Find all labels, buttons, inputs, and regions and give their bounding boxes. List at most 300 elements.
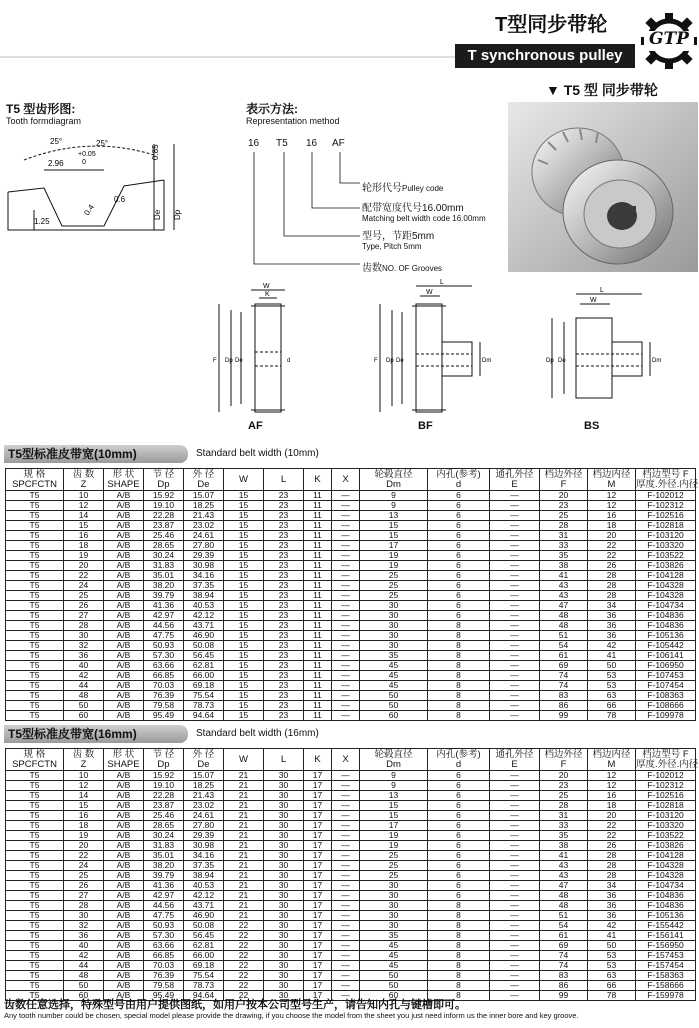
column-header-secondary: 厚度.外径.内径: [636, 478, 699, 490]
table-cell: F-104836: [636, 901, 696, 911]
table-cell: F-107454: [636, 681, 696, 691]
table-cell: —: [490, 871, 540, 881]
table-cell: A/B: [104, 671, 144, 681]
column-header-secondary: SPCFCTN: [12, 758, 57, 770]
table-row: [6, 781, 696, 791]
table-cell: —: [332, 941, 360, 951]
table-cell: T5: [6, 981, 64, 991]
tooth-form-diagram: [4, 130, 194, 248]
table-row: [6, 711, 696, 721]
table-cell: 30: [264, 851, 304, 861]
table-cell: 38.94: [184, 591, 224, 601]
table-cell: 30: [264, 981, 304, 991]
table-cell: 17: [304, 821, 332, 831]
type-label-bs: BS: [584, 420, 600, 432]
table-cell: 8: [428, 711, 490, 721]
table-cell: 86: [540, 701, 588, 711]
table-cell: 53: [588, 681, 636, 691]
table-cell: —: [332, 521, 360, 531]
table-cell: 23: [264, 711, 304, 721]
table-cell: 28.65: [144, 541, 184, 551]
column-header-primary: 通孔外径: [495, 748, 534, 760]
table-cell: —: [490, 691, 540, 701]
table-cell: —: [490, 911, 540, 921]
table-cell: 23: [264, 661, 304, 671]
table-cell: 6: [428, 881, 490, 891]
table-row: [6, 571, 696, 581]
column-header: [6, 749, 64, 771]
column-header-primary: 外 径: [192, 748, 215, 760]
table-cell: 17: [304, 891, 332, 901]
table-cell: 26: [64, 601, 104, 611]
table-cell: T5: [6, 801, 64, 811]
table-cell: 22: [224, 981, 264, 991]
table-cell: 23: [264, 681, 304, 691]
table-cell: 15: [64, 521, 104, 531]
table-cell: 57.30: [144, 931, 184, 941]
table-cell: 41: [540, 571, 588, 581]
table-cell: 38.94: [184, 871, 224, 881]
table-cell: 54: [540, 641, 588, 651]
table-cell: 17: [304, 911, 332, 921]
table-header: [6, 749, 696, 771]
table-cell: —: [490, 591, 540, 601]
table-cell: A/B: [104, 621, 144, 631]
table-cell: 24: [64, 581, 104, 591]
table-cell: 53: [588, 951, 636, 961]
page-title-cn: T型同步带轮: [495, 14, 608, 36]
table-row: [6, 521, 696, 531]
table-cell: —: [490, 631, 540, 641]
table-cell: 18: [64, 821, 104, 831]
tooth-diagram-subtitle: Tooth formdiagram: [6, 116, 82, 126]
table-cell: F-109978: [636, 711, 696, 721]
table-cell: 40.53: [184, 601, 224, 611]
table-cell: —: [332, 601, 360, 611]
table-cell: 9: [360, 491, 428, 501]
dim-25b: 25°: [96, 139, 109, 148]
table-cell: —: [332, 611, 360, 621]
table-cell: 41.36: [144, 601, 184, 611]
table-cell: 8: [428, 961, 490, 971]
table-cell: 22: [64, 851, 104, 861]
column-header: [540, 749, 588, 771]
table-cell: 11: [304, 701, 332, 711]
spec-table-10mm: [5, 468, 699, 721]
table-cell: A/B: [104, 491, 144, 501]
table-cell: 22.28: [144, 791, 184, 801]
table-cell: —: [332, 501, 360, 511]
table-cell: A/B: [104, 581, 144, 591]
rep-label-cn: 齿数: [362, 263, 382, 274]
table-cell: 8: [428, 671, 490, 681]
table-cell: A/B: [104, 601, 144, 611]
column-header-secondary: F: [560, 478, 567, 490]
mark-k: K: [265, 291, 270, 298]
table-cell: 15: [224, 661, 264, 671]
table-cell: 56.45: [184, 931, 224, 941]
table-cell: 45: [360, 941, 428, 951]
table-cell: T5: [6, 781, 64, 791]
table-cell: 50: [360, 971, 428, 981]
table-cell: 9: [360, 501, 428, 511]
table-cell: F-104328: [636, 861, 696, 871]
column-header: [184, 469, 224, 491]
table-row: [6, 841, 696, 851]
table-cell: 17: [304, 841, 332, 851]
table-cell: 17: [304, 801, 332, 811]
table-cell: 8: [428, 941, 490, 951]
table-cell: 8: [428, 911, 490, 921]
column-header-primary: K: [314, 473, 321, 485]
table-cell: 42: [64, 671, 104, 681]
table-cell: 41.36: [144, 881, 184, 891]
table-cell: F-103120: [636, 811, 696, 821]
table-cell: T5: [6, 831, 64, 841]
table-cell: 35: [540, 831, 588, 841]
table-cell: 8: [428, 971, 490, 981]
table-cell: 15: [224, 581, 264, 591]
table-cell: A/B: [104, 891, 144, 901]
table-cell: —: [332, 921, 360, 931]
table-cell: 30: [64, 631, 104, 641]
table-cell: 25.46: [144, 811, 184, 821]
table-cell: F-104328: [636, 871, 696, 881]
table-cell: 28: [540, 521, 588, 531]
table-cell: 18.25: [184, 781, 224, 791]
table-cell: 22: [588, 551, 636, 561]
table-cell: 6: [428, 501, 490, 511]
table-cell: A/B: [104, 901, 144, 911]
table-cell: A/B: [104, 831, 144, 841]
table-cell: 26: [588, 561, 636, 571]
mark-f: F: [374, 358, 378, 364]
table-cell: 25: [360, 861, 428, 871]
table-cell: 45: [360, 681, 428, 691]
table-cell: 57.30: [144, 651, 184, 661]
column-header-primary: 外 径: [192, 468, 215, 480]
table-row: [6, 961, 696, 971]
column-header-secondary: Z: [80, 758, 87, 770]
table-cell: 50.93: [144, 641, 184, 651]
table-row: [6, 661, 696, 671]
table-cell: F-102516: [636, 511, 696, 521]
table-cell: T5: [6, 621, 64, 631]
table-cell: 11: [304, 631, 332, 641]
table-row: [6, 621, 696, 631]
table-cell: 16: [64, 811, 104, 821]
dim-296: 2.96: [48, 159, 64, 168]
table-cell: —: [332, 991, 360, 1001]
table-row: [6, 581, 696, 591]
table-cell: —: [332, 811, 360, 821]
table-cell: 17: [304, 781, 332, 791]
table-cell: 6: [428, 811, 490, 821]
table-cell: 38.20: [144, 581, 184, 591]
spec-table-16mm: [5, 748, 699, 1001]
table-cell: 25: [64, 871, 104, 881]
table-cell: 15: [224, 611, 264, 621]
table-cell: 22: [588, 821, 636, 831]
table-cell: 29.39: [184, 551, 224, 561]
table-cell: A/B: [104, 551, 144, 561]
table-cell: 22: [224, 941, 264, 951]
table-cell: 25: [540, 511, 588, 521]
column-header: [184, 749, 224, 771]
table-cell: 17: [304, 981, 332, 991]
table-cell: 19.10: [144, 781, 184, 791]
table-cell: 21: [224, 861, 264, 871]
column-header: [144, 749, 184, 771]
table-cell: 8: [428, 931, 490, 941]
table-cell: 30: [264, 951, 304, 961]
table-cell: 15: [224, 571, 264, 581]
table-cell: 11: [304, 581, 332, 591]
table-cell: 69: [540, 661, 588, 671]
column-header-primary: 档边外径: [544, 748, 583, 760]
column-header-secondary: 厚度.外径.内径: [636, 758, 699, 770]
table-cell: 47: [540, 601, 588, 611]
table-cell: T5: [6, 881, 64, 891]
table-cell: 34.16: [184, 571, 224, 581]
table-cell: —: [490, 891, 540, 901]
table-cell: —: [490, 601, 540, 611]
table-cell: —: [332, 821, 360, 831]
table-cell: A/B: [104, 771, 144, 781]
table-cell: 46.90: [184, 911, 224, 921]
table-cell: 43.71: [184, 901, 224, 911]
table-cell: F-105136: [636, 911, 696, 921]
table-cell: 22.28: [144, 511, 184, 521]
table-header: [6, 469, 696, 491]
table-cell: 42.12: [184, 891, 224, 901]
table-cell: 40: [64, 661, 104, 671]
table-cell: A/B: [104, 651, 144, 661]
table-cell: A/B: [104, 501, 144, 511]
column-header-primary: 轮毂直径: [374, 468, 413, 480]
table-cell: 11: [304, 691, 332, 701]
table-cell: T5: [6, 911, 64, 921]
table-cell: F-102012: [636, 771, 696, 781]
table-cell: —: [490, 961, 540, 971]
table-cell: —: [490, 651, 540, 661]
table-cell: 15: [224, 521, 264, 531]
table-cell: 43: [540, 861, 588, 871]
table-cell: 17: [304, 861, 332, 871]
table-cell: F-106141: [636, 651, 696, 661]
table-cell: —: [332, 631, 360, 641]
table-cell: —: [490, 841, 540, 851]
table-cell: T5: [6, 991, 64, 1001]
table-cell: 15.92: [144, 491, 184, 501]
table-row: [6, 891, 696, 901]
table-cell: —: [332, 871, 360, 881]
table-cell: —: [332, 681, 360, 691]
mark-w: W: [426, 289, 433, 296]
table-cell: F-103120: [636, 531, 696, 541]
table-cell: 15: [224, 641, 264, 651]
table-cell: 66.00: [184, 671, 224, 681]
table-row: [6, 971, 696, 981]
rep-code-type: T5: [276, 138, 288, 149]
table-cell: 15: [224, 591, 264, 601]
table-cell: 79.58: [144, 701, 184, 711]
table-cell: —: [332, 621, 360, 631]
table-cell: 23: [264, 671, 304, 681]
table-cell: 38: [540, 841, 588, 851]
table-cell: 50: [588, 941, 636, 951]
table-row: [6, 551, 696, 561]
type-bs-drawing: [540, 280, 670, 420]
table-cell: T5: [6, 791, 64, 801]
table-cell: A/B: [104, 701, 144, 711]
table-cell: 36: [588, 901, 636, 911]
column-header: [490, 469, 540, 491]
table-row: [6, 801, 696, 811]
table-cell: —: [332, 981, 360, 991]
table-cell: —: [490, 491, 540, 501]
table-cell: 32: [64, 921, 104, 931]
table-cell: 21: [224, 871, 264, 881]
table-cell: A/B: [104, 911, 144, 921]
table-row: [6, 491, 696, 501]
table-cell: 66.85: [144, 951, 184, 961]
table-cell: 86: [540, 981, 588, 991]
mark-dp: Dp: [225, 358, 233, 364]
table-cell: —: [490, 541, 540, 551]
table-cell: 10: [64, 771, 104, 781]
table-cell: 70.03: [144, 681, 184, 691]
table-cell: 8: [428, 621, 490, 631]
table-cell: F-103826: [636, 561, 696, 571]
column-header-secondary: Dm: [386, 758, 401, 770]
table-cell: F-102818: [636, 801, 696, 811]
table-cell: 48: [540, 621, 588, 631]
table-cell: 8: [428, 951, 490, 961]
table-row: [6, 921, 696, 931]
table-cell: 6: [428, 551, 490, 561]
table-row: [6, 691, 696, 701]
table-cell: 42.12: [184, 611, 224, 621]
table-cell: A/B: [104, 851, 144, 861]
table-cell: —: [490, 981, 540, 991]
table-cell: 37.35: [184, 861, 224, 871]
table-cell: 21: [224, 831, 264, 841]
table-row: [6, 901, 696, 911]
table-cell: 18: [588, 801, 636, 811]
dim-085: 0.85: [151, 144, 160, 160]
table-cell: A/B: [104, 781, 144, 791]
table-cell: 17: [304, 871, 332, 881]
table-cell: T5: [6, 581, 64, 591]
table-cell: 48: [540, 901, 588, 911]
table-cell: 6: [428, 871, 490, 881]
column-header: [360, 469, 428, 491]
column-header-secondary: SHAPE: [107, 758, 140, 770]
table-cell: T5: [6, 561, 64, 571]
table-cell: 53: [588, 671, 636, 681]
table-cell: 50.93: [144, 921, 184, 931]
column-header: [588, 749, 636, 771]
table-row: [6, 591, 696, 601]
table-cell: 36: [588, 891, 636, 901]
table-cell: T5: [6, 641, 64, 651]
table-cell: T5: [6, 931, 64, 941]
table-cell: 38.20: [144, 861, 184, 871]
table-cell: 40: [64, 941, 104, 951]
table-cell: 11: [304, 571, 332, 581]
table-cell: 15.07: [184, 771, 224, 781]
table-cell: 20: [588, 811, 636, 821]
table-cell: —: [332, 561, 360, 571]
table-cell: 54: [540, 921, 588, 931]
table-cell: 33: [540, 541, 588, 551]
table-cell: —: [332, 931, 360, 941]
table-cell: 53: [588, 961, 636, 971]
column-header-primary: 轮毂直径: [374, 748, 413, 760]
table-cell: 22: [224, 921, 264, 931]
table-cell: 17: [304, 991, 332, 1001]
table-cell: 30: [264, 791, 304, 801]
column-header-secondary: E: [511, 758, 518, 770]
table-row: [6, 951, 696, 961]
table-cell: A/B: [104, 971, 144, 981]
table-cell: 30: [360, 891, 428, 901]
table-cell: 30: [264, 971, 304, 981]
table-cell: T5: [6, 661, 64, 671]
table-cell: 6: [428, 561, 490, 571]
table-cell: 34.16: [184, 851, 224, 861]
table-cell: 15: [224, 491, 264, 501]
table-cell: 42: [588, 641, 636, 651]
table-cell: 15: [224, 671, 264, 681]
table-cell: 45: [360, 671, 428, 681]
table-cell: A/B: [104, 951, 144, 961]
table-cell: T5: [6, 681, 64, 691]
table-cell: 30: [264, 911, 304, 921]
rep-code-width: 16: [306, 138, 318, 149]
rep-label-width-code: [362, 199, 486, 223]
table-cell: T5: [6, 591, 64, 601]
table-cell: —: [490, 811, 540, 821]
column-header: [224, 469, 264, 491]
table-cell: 17: [304, 961, 332, 971]
table-cell: 36: [588, 631, 636, 641]
table-cell: 13: [360, 511, 428, 521]
table-cell: T5: [6, 701, 64, 711]
table-cell: 30: [360, 601, 428, 611]
table-cell: —: [332, 781, 360, 791]
table-cell: 22: [224, 961, 264, 971]
table-cell: T5: [6, 971, 64, 981]
column-header: [332, 469, 360, 491]
column-header-primary: X: [342, 753, 349, 765]
table-cell: —: [332, 891, 360, 901]
table-row: [6, 881, 696, 891]
table-cell: 78: [588, 711, 636, 721]
table-cell: A/B: [104, 801, 144, 811]
table-cell: —: [332, 851, 360, 861]
table-cell: F-102818: [636, 521, 696, 531]
rep-label-pulley-code: [362, 179, 443, 194]
table-cell: 50.08: [184, 641, 224, 651]
column-header-secondary: Dp: [157, 758, 170, 770]
table-cell: 23: [264, 591, 304, 601]
table-cell: 28: [64, 621, 104, 631]
table-cell: —: [332, 901, 360, 911]
table-cell: —: [332, 551, 360, 561]
table-cell: 11: [304, 611, 332, 621]
